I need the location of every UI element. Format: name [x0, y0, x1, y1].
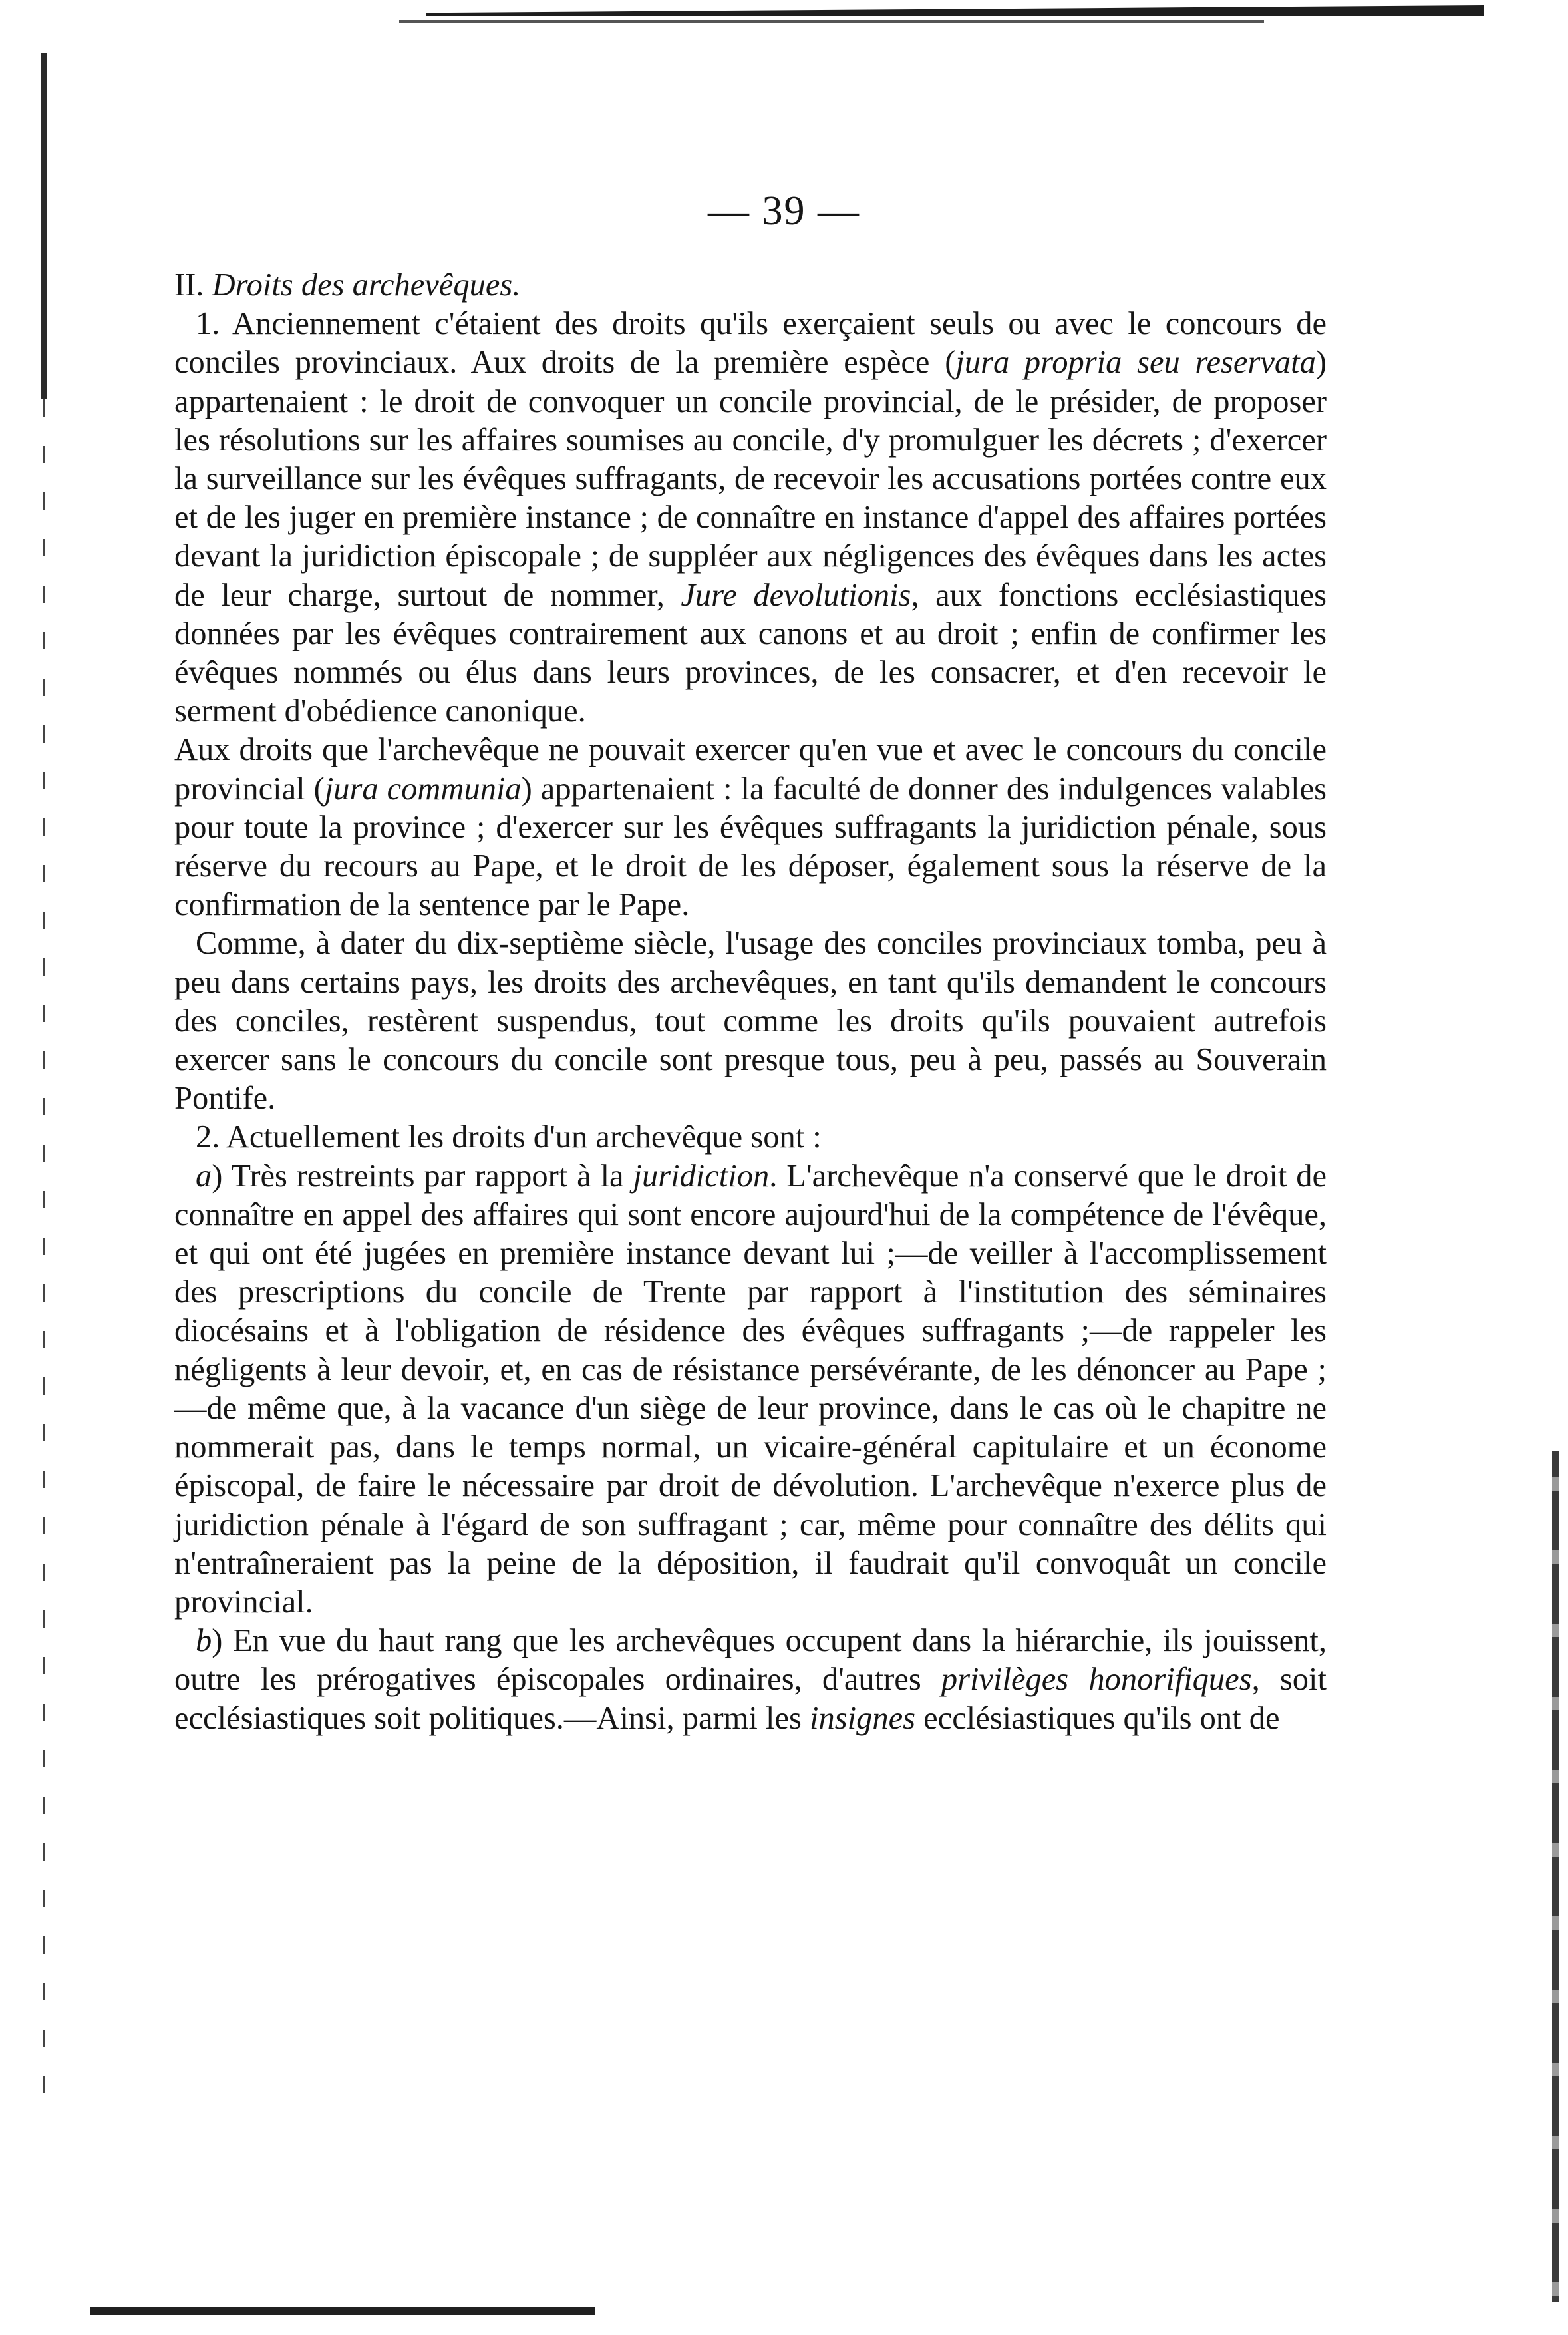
text-run: ) appartenaient : le droit de convoquer un concile provincial, de le présider, de proposer les résolutions sur les affaires soumises au concile, d'y promulguer les décrets ; d'exercer la surveillance sur les évêques suffragants, de recevoir les accusations portées contre eux et de les juger en première instance ; de connaître en instance d'appel des affaires portées devant la juridiction épiscopale ; de suppléer aux négligences des évêques dans les actes de leur charge, surtout de nommer,: [174, 345, 1327, 613]
text-run: ) En vue du haut rang que les archevêques occupent dans la hiérarchie, ils jouissent, outre les prérogatives épiscopales ordinaires, d'autres: [174, 1623, 1327, 1698]
text-run: , aux fonctions ecclésiastiques données par les évêques contrairement aux canons et au droit ; enfin de confirmer les évêques nommés ou élus dans leurs provinces, de les consacrer, et d'en recevoir le serment d'obédience canonique.: [174, 577, 1327, 729]
text-run: Comme, à dater du dix-septième siècle, l'usage des conciles provinciaux tomba, peu à peu dans certains pays, les droits des archevêques, en tant qu'ils demandent le concours des conciles, restèrent suspendus, tout comme les droits qu'ils pouvaient autrefois exercer sans le concours du concile sont presque tous, peu à peu, passés au Souverain Pontife.: [174, 926, 1327, 1117]
paragraph: [174, 1157, 1327, 1622]
text-run: . L'archevêque n'a conservé que le droit de connaître en appel des affaires qui sont encore aujourd'hui de la compétence de l'évêque, et qui ont été jugées en première instance devant lui ;—de veiller à l'accomplissement des prescriptions du concile de Trente par rapport à l'institution des séminaires diocésains et à l'obligation de résidence des évêques suffragants ;—de rappeler les négligents à leur devoir, et, en cas de résistance persévérante, de les dénoncer au Pape ;—de même que, à la vacance d'un siège de leur province, dans le cas où le chapitre ne nommerait pas, dans le temps normal, un vicaire-général capitulaire et un économe épiscopal, de faire le nécessaire par droit de dévolution. L'archevêque n'exerce plus de juridiction pénale à l'égard de son suffragant ; car, même pour connaître des délits qui n'entraîneraient pas la peine de la déposition, il faudrait qu'il convoquât un concile provincial.: [174, 1158, 1327, 1620]
text-run: ) appartenaient : la faculté de donner des indulgences valables pour toute la province ; d'exercer sur les évêques suffragants la juridiction pénale, sous réserve du recours au Pape, et le droit de les déposer, également sous la réserve de la confirmation de la sentence par le Pape.: [174, 771, 1327, 923]
italic-text: privilèges honorifiques: [941, 1662, 1252, 1698]
section-title: Droits des archevêques.: [212, 268, 521, 303]
scan-bottom-rule: [90, 2307, 595, 2315]
paragraph: [174, 924, 1327, 1118]
italic-text: a: [196, 1158, 212, 1194]
text-run: ) Très restreints par rapport à la: [212, 1158, 633, 1194]
section-heading: [174, 266, 1327, 305]
page-body: [174, 266, 1327, 1738]
scan-right-edge: [1552, 1451, 1559, 2302]
page-number: — 39 —: [708, 188, 860, 234]
scan-top-rule-thin: [399, 20, 1264, 23]
italic-text: jura communia: [324, 771, 522, 807]
paragraph: [174, 731, 1327, 924]
italic-text: insignes: [810, 1700, 916, 1736]
italic-text: jura propria seu reservata: [955, 345, 1316, 381]
scan-left-edge-marks: [43, 399, 45, 2096]
text-run: 1. Anciennement c'étaient des droits qu'ils exerçaient seuls ou avec le concours de conciles provinciaux. Aux droits de la première espèce (: [174, 306, 1327, 381]
italic-text: b: [196, 1623, 212, 1659]
text-run: ecclésiastiques qu'ils ont de: [915, 1700, 1280, 1736]
scan-top-rule: [426, 5, 1484, 16]
paragraph: [174, 1622, 1327, 1738]
italic-text: juridiction: [633, 1158, 770, 1194]
text-run: , soit ecclésiastiques soit politiques.—Ainsi, parmi les: [174, 1662, 1327, 1736]
text-run: 2. Actuellement les droits d'un archevêque sont :: [196, 1119, 822, 1155]
text-run: Aux droits que l'archevêque ne pouvait exercer qu'en vue et avec le concours du concile provincial (: [174, 732, 1327, 807]
paragraph: [174, 305, 1327, 731]
paragraph: [174, 1118, 1327, 1157]
section-numeral: II.: [174, 268, 204, 303]
italic-text: Jure devolutionis: [681, 577, 911, 613]
